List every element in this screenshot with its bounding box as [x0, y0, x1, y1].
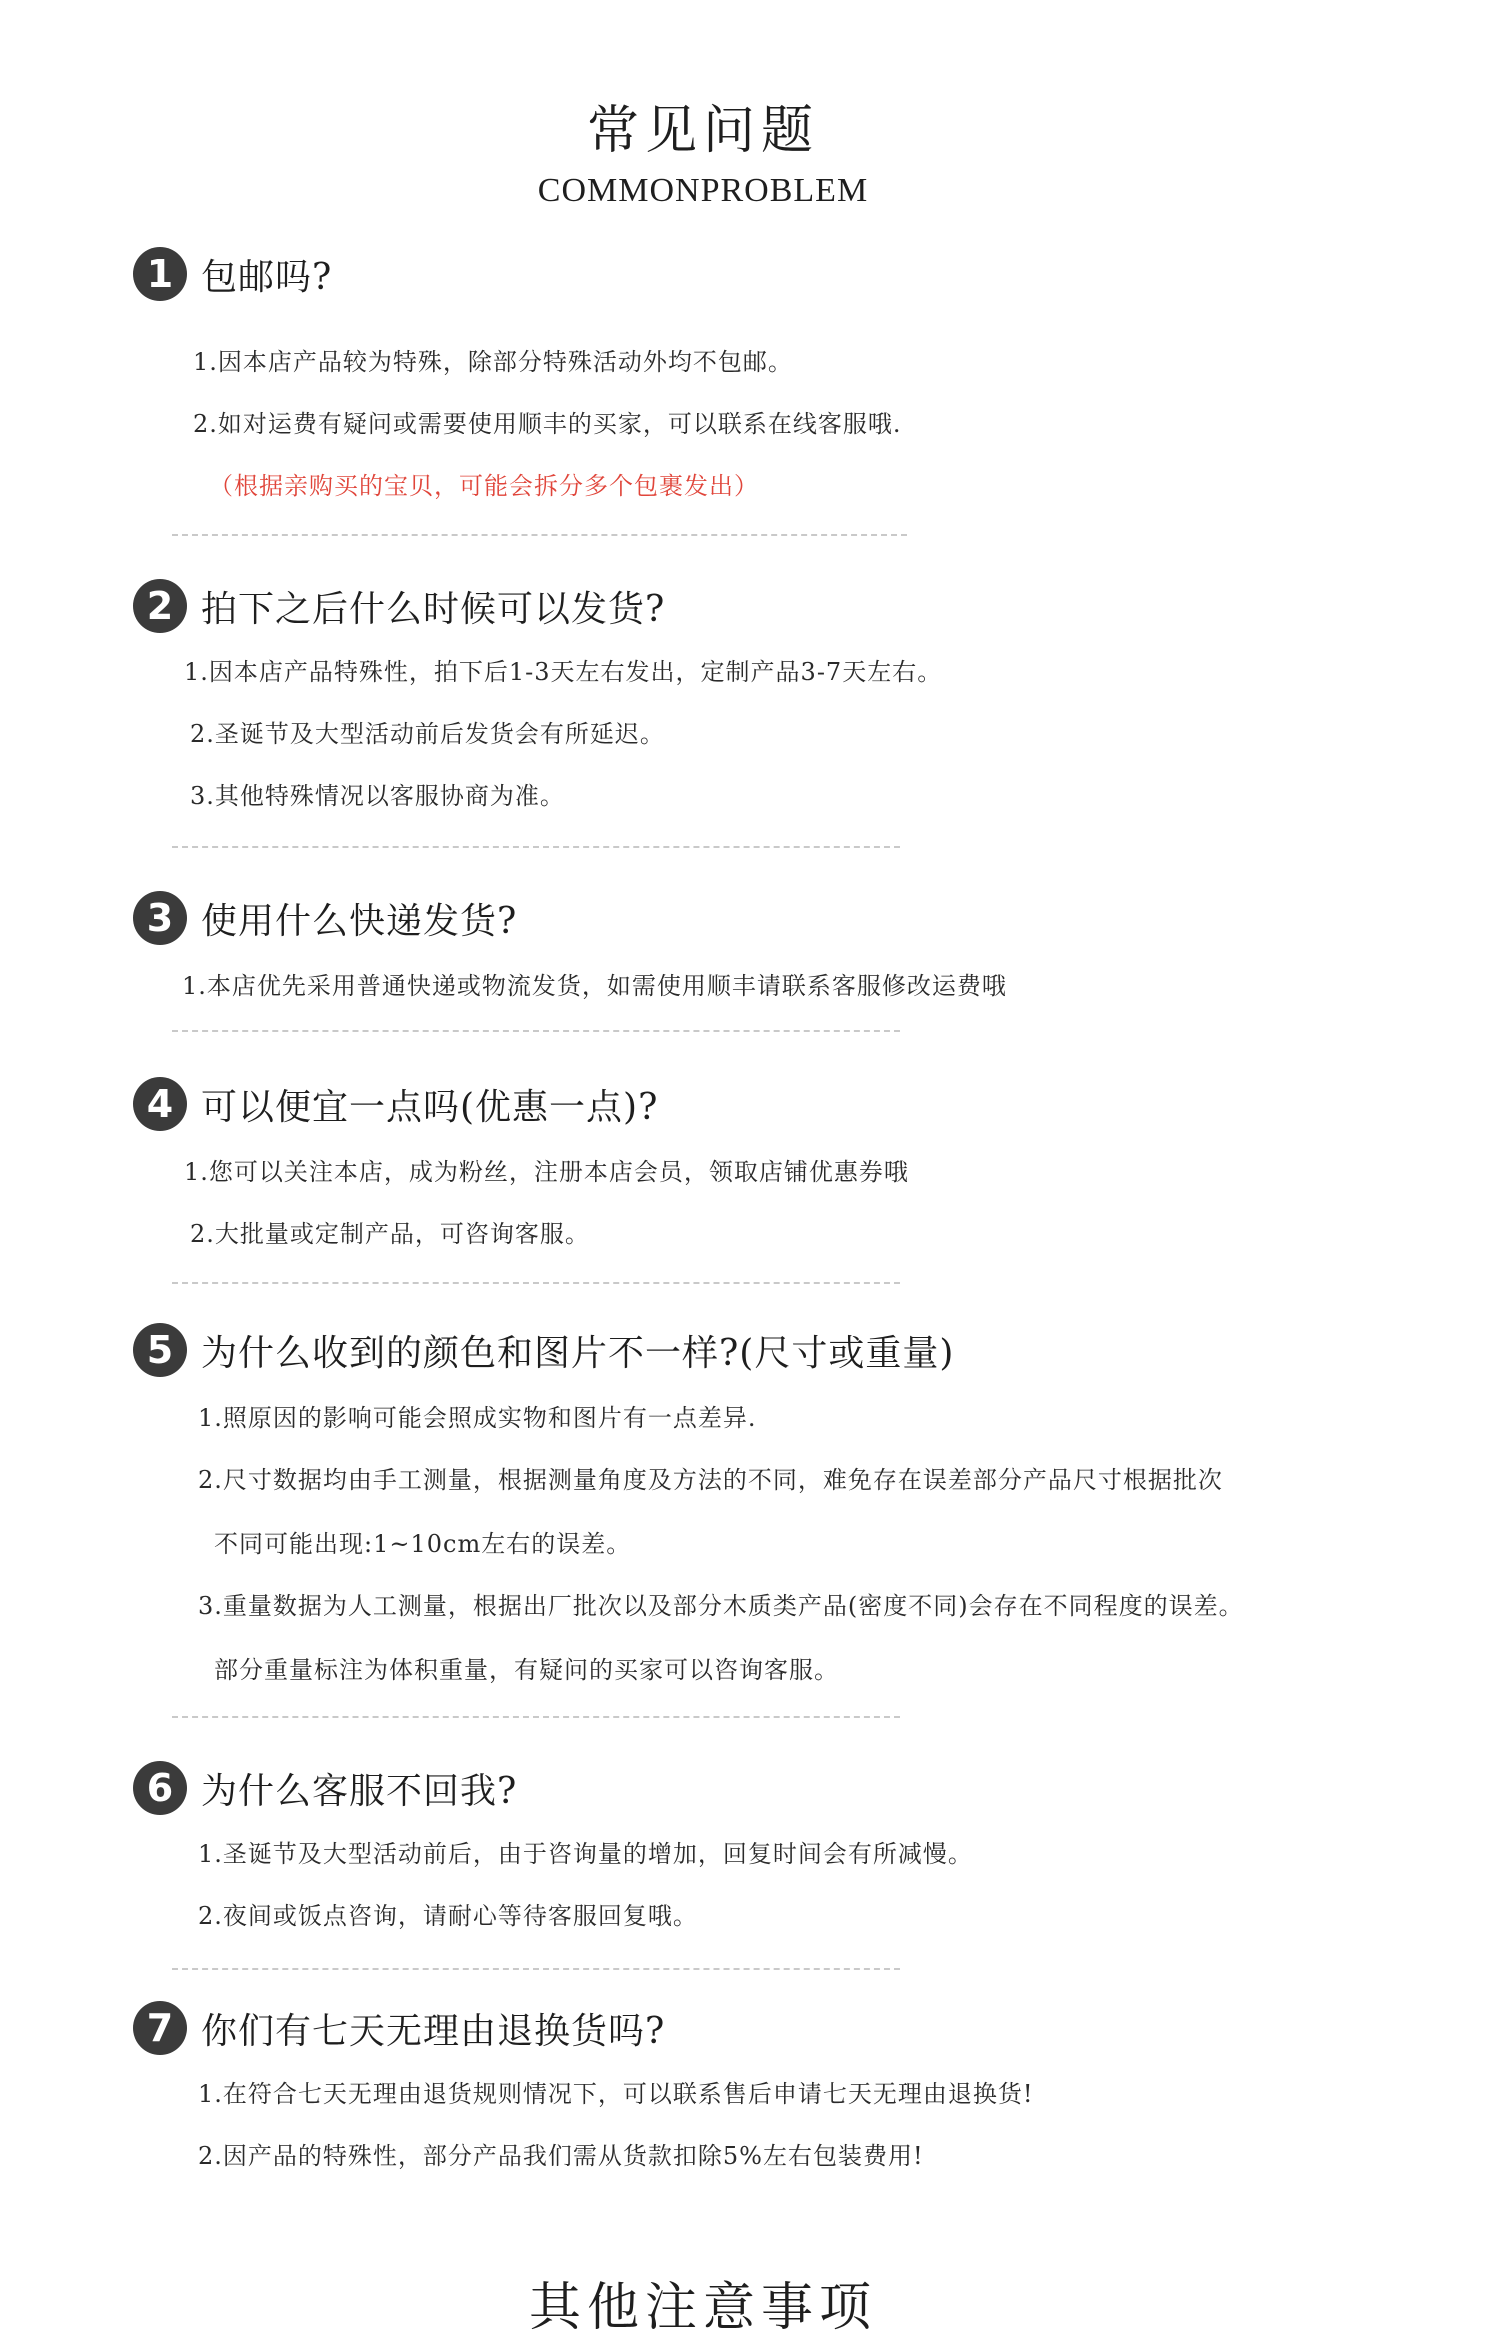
- question-row: [133, 1760, 517, 1816]
- section-divider: [172, 1716, 900, 1718]
- answer-line: 3.重量数据为人工测量，根据出厂批次以及部分木质类产品(密度不同)会存在不同程度的误差。: [198, 1592, 1244, 1620]
- answer-line: 1.圣诞节及大型活动前后，由于咨询量的增加，回复时间会有所减慢。: [198, 1840, 973, 1868]
- page-subtitle: COMMONPROBLEM: [537, 172, 869, 210]
- answer-line: 2.夜间或饭点咨询，请耐心等待客服回复哦。: [198, 1902, 698, 1930]
- number-badge: 7: [133, 2001, 187, 2055]
- answer-line: 2.如对运费有疑问或需要使用顺丰的买家，可以联系在线客服哦.: [193, 410, 902, 438]
- section-divider: [172, 534, 907, 536]
- question-row: [133, 1322, 954, 1378]
- question-text: 使用什么快递发货?: [201, 900, 518, 942]
- question-text: 为什么客服不回我?: [201, 1770, 518, 1812]
- question-text: 包邮吗?: [201, 256, 333, 298]
- question-text: 拍下之后什么时候可以发货?: [201, 588, 666, 630]
- answer-line: 1.您可以关注本店，成为粉丝，注册本店会员，领取店铺优惠券哦: [184, 1158, 909, 1186]
- number-badge: 5: [133, 1323, 187, 1377]
- section-divider: [172, 1282, 900, 1284]
- number-badge: 1: [133, 247, 187, 301]
- question-row: [133, 578, 665, 634]
- answer-line: 2.尺寸数据均由手工测量，根据测量角度及方法的不同，难免存在误差部分产品尺寸根据批次: [198, 1466, 1223, 1494]
- answer-line: 2.因产品的特殊性，部分产品我们需从货款扣除5%左右包装费用!: [198, 2142, 924, 2170]
- answer-line: 部分重量标注为体积重量，有疑问的买家可以咨询客服。: [214, 1656, 839, 1684]
- answer-note: （根据亲购买的宝贝，可能会拆分多个包裹发出）: [209, 472, 759, 500]
- answer-line: 1.因本店产品特殊性，拍下后1-3天左右发出，定制产品3-7天左右。: [184, 658, 943, 686]
- page-title: 常见问题: [586, 101, 819, 161]
- number-badge: 3: [133, 891, 187, 945]
- number-badge: 6: [133, 1761, 187, 1815]
- question-row: [133, 1076, 658, 1132]
- answer-line: 1.因本店产品较为特殊，除部分特殊活动外均不包邮。: [193, 348, 793, 376]
- number-badge: 4: [133, 1077, 187, 1131]
- answer-line: 2.大批量或定制产品，可咨询客服。: [190, 1220, 590, 1248]
- answer-line: 3.其他特殊情况以客服协商为准。: [190, 782, 565, 810]
- answer-line: 2.圣诞节及大型活动前后发货会有所延迟。: [190, 720, 665, 748]
- question-text: 可以便宜一点吗(优惠一点)?: [201, 1086, 659, 1128]
- question-text: 为什么收到的颜色和图片不一样?(尺寸或重量): [201, 1332, 955, 1374]
- question-row: [133, 246, 332, 302]
- question-row: [133, 890, 517, 946]
- next-section-title: 其他注意事项: [528, 2278, 877, 2338]
- section-divider: [172, 1968, 900, 1970]
- question-row: [133, 2000, 665, 2056]
- section-divider: [172, 1030, 900, 1032]
- answer-line: 不同可能出现:1~10cm左右的误差。: [214, 1530, 632, 1558]
- answer-line: 1.本店优先采用普通快递或物流发货，如需使用顺丰请联系客服修改运费哦: [182, 972, 1007, 1000]
- number-badge: 2: [133, 579, 187, 633]
- answer-line: 1.在符合七天无理由退货规则情况下，可以联系售后申请七天无理由退换货!: [198, 2080, 1034, 2108]
- page-header: [0, 100, 1406, 210]
- section-divider: [172, 846, 900, 848]
- question-text: 你们有七天无理由退换货吗?: [201, 2010, 666, 2052]
- answer-line: 1.照原因的影响可能会照成实物和图片有一点差异.: [198, 1404, 757, 1432]
